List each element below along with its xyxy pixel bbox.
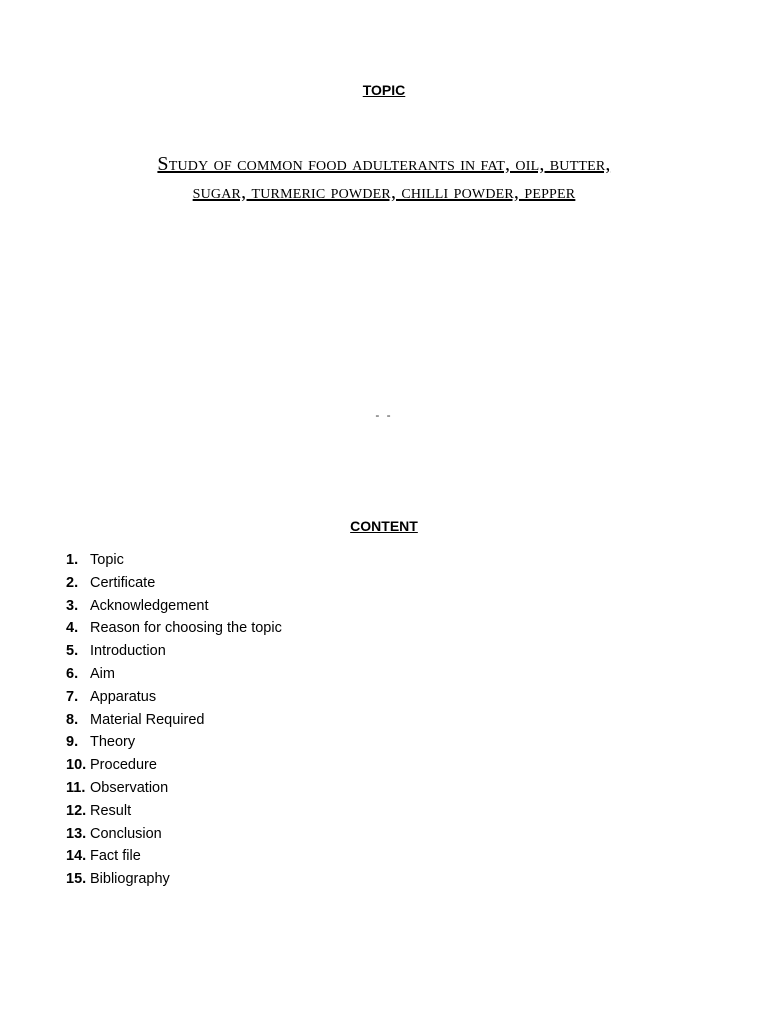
project-title-line-1: Study of common food adulterants in fat, oil, butter, xyxy=(157,153,611,175)
content-list-item xyxy=(66,754,282,777)
project-title xyxy=(40,150,728,206)
content-list-item xyxy=(66,823,282,846)
item-number: 15. xyxy=(66,871,87,888)
content-list-item xyxy=(66,686,282,709)
content-list-item xyxy=(66,777,282,800)
item-label: Introduction xyxy=(90,643,166,660)
content-list xyxy=(66,549,282,891)
separator-mark: - - xyxy=(375,408,393,422)
item-number: 5. xyxy=(66,643,79,660)
item-number: 6. xyxy=(66,665,79,682)
content-list-item xyxy=(66,549,282,572)
item-label: Result xyxy=(90,802,132,819)
item-label: Observation xyxy=(90,779,169,796)
content-list-item xyxy=(66,845,282,868)
content-list-item xyxy=(66,617,282,640)
content-list-item xyxy=(66,709,282,732)
item-number: 13. xyxy=(66,825,87,842)
content-list-item xyxy=(66,640,282,663)
content-list-item xyxy=(66,572,282,595)
item-number: 14. xyxy=(66,848,87,865)
content-heading: CONTENT xyxy=(350,518,418,534)
content-list-item xyxy=(66,868,282,891)
item-number: 1. xyxy=(66,552,79,568)
item-number: 2. xyxy=(66,574,79,591)
item-label: Conclusion xyxy=(90,825,162,842)
item-label: Reason for choosing the topic xyxy=(90,620,282,637)
item-label: Topic xyxy=(90,552,124,568)
topic-heading: TOPIC xyxy=(362,82,406,98)
item-label: Fact file xyxy=(90,848,141,865)
item-label: Acknowledgement xyxy=(90,597,209,614)
content-list-item xyxy=(66,595,282,618)
item-number: 3. xyxy=(66,597,79,614)
item-number: 8. xyxy=(66,711,79,728)
item-number: 9. xyxy=(66,734,79,751)
item-number: 10. xyxy=(66,757,87,774)
item-number: 4. xyxy=(66,620,79,637)
item-number: 7. xyxy=(66,688,79,705)
item-label: Certificate xyxy=(90,574,156,591)
item-label: Bibliography xyxy=(90,871,170,888)
project-title-line-2: sugar, turmeric powder, chilli powder, pepper xyxy=(192,181,576,203)
content-list-item xyxy=(66,731,282,754)
item-label: Apparatus xyxy=(90,688,157,705)
content-list-item xyxy=(66,663,282,686)
item-label: Material Required xyxy=(90,711,205,728)
content-list-item xyxy=(66,800,282,823)
item-label: Procedure xyxy=(90,757,157,774)
item-number: 11. xyxy=(66,779,86,796)
item-label: Theory xyxy=(90,734,136,751)
item-number: 12. xyxy=(66,802,87,819)
item-label: Aim xyxy=(90,665,115,682)
